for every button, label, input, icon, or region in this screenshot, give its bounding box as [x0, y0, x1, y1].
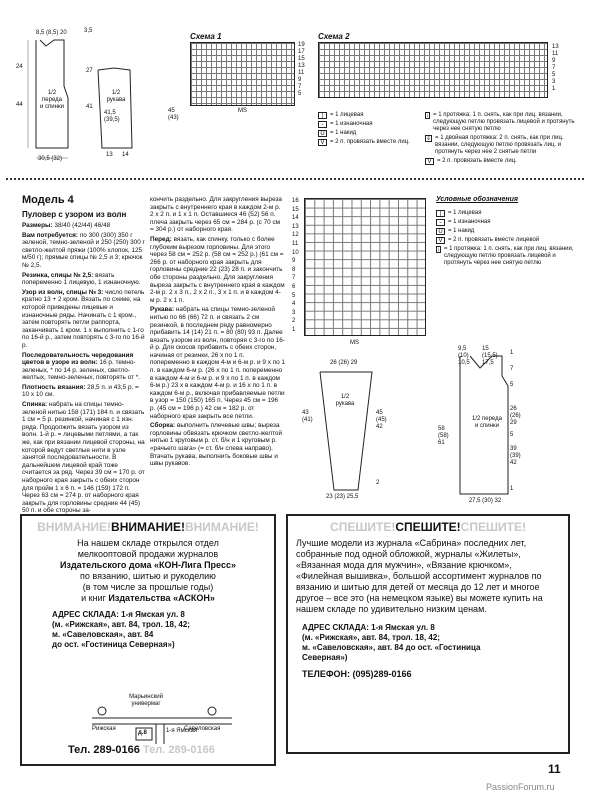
schema1-row-numbers: 19 17 15 13 11 9 7 5 — [298, 42, 305, 97]
neck-depth-label: 3,5 — [84, 28, 93, 34]
yarn-over-symbol-icon: U — [318, 130, 327, 137]
body-name: 1/2 переда и спинки — [472, 416, 502, 429]
k2tog-symbol-icon: V — [425, 158, 434, 165]
sleeve-outline-svg — [300, 350, 430, 510]
purl-symbol-icon: - — [436, 219, 445, 226]
k2tog-symbol-icon: V — [318, 139, 327, 146]
top-pattern-diagrams — [6, 28, 186, 168]
body-pattern: 9,5 (10) 10,5 15 (15,5) 17,5 1 7 5 26 (26) 29 58 (58) 61 5 39 (39) 42 1 27,5 (30) 32 1/2 переда и спинки — [430, 346, 550, 516]
chart-row-numbers: 16 15 14 13 12 11 10 9 8 7 6 5 4 3 2 1 — [292, 198, 299, 333]
legend-top-left: | = 1 лицевая - = 1 изнаночная U = 1 накид V = 2 п. провязать вместе лиц. — [318, 112, 423, 148]
ad-left-phone: Тел. 289-0166 Тел. 289-0166 — [68, 744, 215, 756]
label-41-5: 41,5 (39,5) — [104, 110, 120, 123]
schema1-title: Схема 1 — [190, 32, 222, 41]
double-skp-symbol-icon: ⇓ — [426, 136, 432, 142]
schema2-grid — [318, 42, 548, 98]
ad-right-address: АДРЕС СКЛАДА: 1-я Ямская ул. 8 (м. «Рижская», авт. 84, трол. 18, 42; м. «Савеловская», авт. 84 до ост. «Гостиница Северная») — [302, 623, 481, 662]
section-divider — [6, 178, 584, 180]
model-subtitle: Пуловер с узором из волн — [22, 210, 127, 219]
label-27: 27 — [86, 68, 93, 74]
label-30-5: 30,5 (32) — [38, 156, 63, 162]
instructions-column-1: Размеры: 38/40 (42/44) 46/48 Вам потребуется: по 300 (300) 350 г зеленой, темно-зеленой и 250 (250) 300 г светло-желтой пряжи (100% хлопок, 125 м/50 г); прямые спицы № 2,5 и 3; крючок № 2,5. Резинка, спицы № 2,5: вязать попеременно 1 лицевую, 1 изнаночную. Узор из волн, спицы № 3: число петель кратно 13 + 2 кром. Вязать по схеме, на которой приведены лицевые и изнаночные ряды. Начинать с 1 кром., затем повторять петли раппорта, заканчивать 1 кром. 1 x выполнить с 1-го по 16-й р., затем повторять с 3-го по 16-й р. Последовательность чередования цветов в узоре из волн: 16 р. темно-зеленых, * по 14 р. зеленых, светло-желтых, темно-зеленых, повторять от *. Плотность вязания: 28,5 п. и 43,5 р. = 10 x 10 см. Спинка: набрать на спицы темно-зеленой нитью 158 (171) 184 п. и связать 1 см = 5 р. резинкой, начиная с 1 изн. ряда. Продолжить вязать узором из волн. 1-й р. = лицевыми петлями, а так же, как при вязании лицевой стороны, на которой ведут светлые нити в узле занятой последовательности. В дальнейшем лицевой край тоже считается за ряд. Через 39 см = 170 р. от наборного края закрыть с обеих сторон для пройм 1 x 6 п. = 146 (159) 172 п. Через 63 см = 274 р. от наборного края закрыть для горловины средние 44 (45) 50 п. и обе стороны за- — [22, 222, 145, 515]
ad-left-address: АДРЕС СКЛАДА: 1-я Ямская ул. 8 (м. «Рижская», авт. 84, трол. 18, 42; м. «Савеловская», авт. 84 до ост. «Гостиница Северная») — [52, 610, 190, 649]
knit-symbol-icon: | — [436, 210, 445, 217]
width-top-label: 8,5 (8,5) 20 — [36, 30, 67, 36]
model-title: Модель 4 — [22, 194, 74, 206]
skp-symbol-icon: ↓ — [437, 247, 440, 253]
schema1-ms-label: MS — [238, 108, 247, 114]
watermark: PassionForum.ru — [486, 782, 555, 792]
ad-right — [286, 514, 570, 754]
ad-left-body: На нашем складе открылся отдел мелкооптовой продажи журналов Издательского дома «КОН-Лига Пресс» по вязанию, шитью и рукоделию (в том числе за прошлые годы) и книг Издательства «АСКОН» — [60, 538, 236, 603]
k2tog-symbol-icon: V — [436, 237, 445, 244]
label-24: 24 — [16, 64, 23, 70]
stitch-chart-grid — [304, 198, 426, 336]
legend-list: | = 1 лицевая - = 1 изнаночная U = 1 накид V = 2 п. провязать вместе лицевой ↓ = 1 протяжка: 1 п. снять, как при лиц. вязании, следующую петлю провязать лицевой и протянуть через нее снятую петлю — [437, 210, 574, 266]
yarn-over-symbol-icon: U — [436, 228, 445, 235]
ad-left-heading: ВНИМАНИЕ!ВНИМАНИЕ!ВНИМАНИЕ! — [37, 520, 259, 534]
label-45: 45 (43) — [168, 108, 179, 121]
legend-title: Условные обозначения — [436, 196, 519, 203]
label-41: 41 — [86, 104, 93, 110]
body-sleeve-pattern-svg — [6, 28, 186, 168]
label-44: 44 — [16, 102, 23, 108]
chart-ms-label: MS — [350, 340, 359, 346]
schema2-title: Схема 2 — [318, 32, 350, 41]
instructions-column-2: кончить раздельно. Для закругления выреза закрыть с внутреннего края в каждом 2-м р. 2 x 2 п. и 1 x 1 п. Оставшиеся 46 (52) 56 п. плеча закрыть через 65 см = 284 р. (с 70 см = 304 р.) от наборного края. Перед: вязать, как спинку, только с более глубоким вырезом горловины. Для этого через 58 см = 252 р. (58 см = 252 р.) (61 см = 266 р. от наборного края закрыть для горловины средние 22 (23) 28 п. и закончить обе стороны раздельно. Для закругления выреза закрыть с внутреннего края в каждом 2-м р. 2 x 3 п., 2 x 2 п., 3 x 1 п. и в каждом 4-м р. 2 x 1 п. Рукава: набрать на спицы темно-зеленой нитью по 66 (66) 72 п. и связать 2 см резинкой, в последнем ряду равномерно прибавить 14 (14) 21 п. = 80 (80) 93 п. Далее вязать узором из волн, повторяя с 3-го по 16-й р. Для скосов прибавить с обеих сторон, начиная от резинки, 26 x по 1 п. попеременно в каждом 4-м и 6-м р. и 9 x по 1 п. в каждом 6-м р. (26 x по 1 п. попеременно в каждом 4-м и 6-м р. и 9 x по 1 п. в каждом 6-м р.) 23 x в каждом 4-м р. и 16 x по 1 п. в каждом 6-м р., включая прибавляемые петли в узор = 150 (150) 165 п. Через 45 см = 196 р. (45 см = 196 р.) 42 см = 182 р. от наборного края закрыть все петли. Сборка: выполнить плечевые швы; выреза горловины обвязать крючком светло-желтой нитью 1 круговым р. ст. б/н и 1 круговым р. «рачьего шага» (= ст. б/н слева направо). Втачать рукава, выполнить боковые швы и швы рукавов. — [150, 196, 286, 468]
part-front-back-label: 1/2 переда и спинки — [40, 90, 64, 110]
schema2-row-numbers: 13 11 9 7 5 3 1 — [552, 44, 559, 92]
sleeve-pattern: 26 (26) 29 43 (41) 45 (45) 42 2 23 (23) 25,5 1/2 рукава — [300, 350, 430, 510]
ad-left-map: Марьинский универмаг Рижская Савеловская д.8 1-я Ямская — [92, 694, 232, 744]
part-sleeve-label: 1/2 рукава — [106, 90, 126, 103]
knit-symbol-icon: | — [318, 112, 327, 119]
purl-symbol-icon: - — [318, 121, 327, 128]
label-13: 13 — [106, 152, 113, 158]
page-number: 11 — [548, 762, 561, 776]
schema1-grid — [190, 42, 295, 106]
ad-right-body: Лучшие модели из журнала «Сабрина» последних лет, собранные под одной обложкой, журналы «Жилеты», «Вязанная мода для мужчин», «Вязание крючком», «Филейная вышивка», большой ассортимент журналов по вязанию и шитью для детей от месяца до 12 лет и многое другое – все это (на немецком языке) вы можете купить на нашем складе по удивительно низким ценам. — [296, 538, 543, 614]
legend-top-right: ↓ = 1 протяжка: 1 п. снять, как при лиц. вязании, следующую петлю провязать лицевой и протянуть через нее снятую петлю ⇓ = 1 двойная протяжка: 2 п. снять, как при лиц. вязании, следующую петлю провязать лиц. и протянуть через нее 2 снятые петли V = 2 п. провязать вместе лиц. — [426, 112, 575, 165]
sleeve-name: 1/2 рукава — [335, 394, 355, 407]
ad-right-phone: ТЕЛЕФОН: (095)289-0166 — [302, 669, 412, 679]
ad-left — [20, 514, 276, 766]
label-14: 14 — [122, 152, 129, 158]
ad-right-heading: СПЕШИТЕ!СПЕШИТЕ!СПЕШИТЕ! — [330, 520, 526, 534]
skp-symbol-icon: ↓ — [426, 113, 430, 119]
